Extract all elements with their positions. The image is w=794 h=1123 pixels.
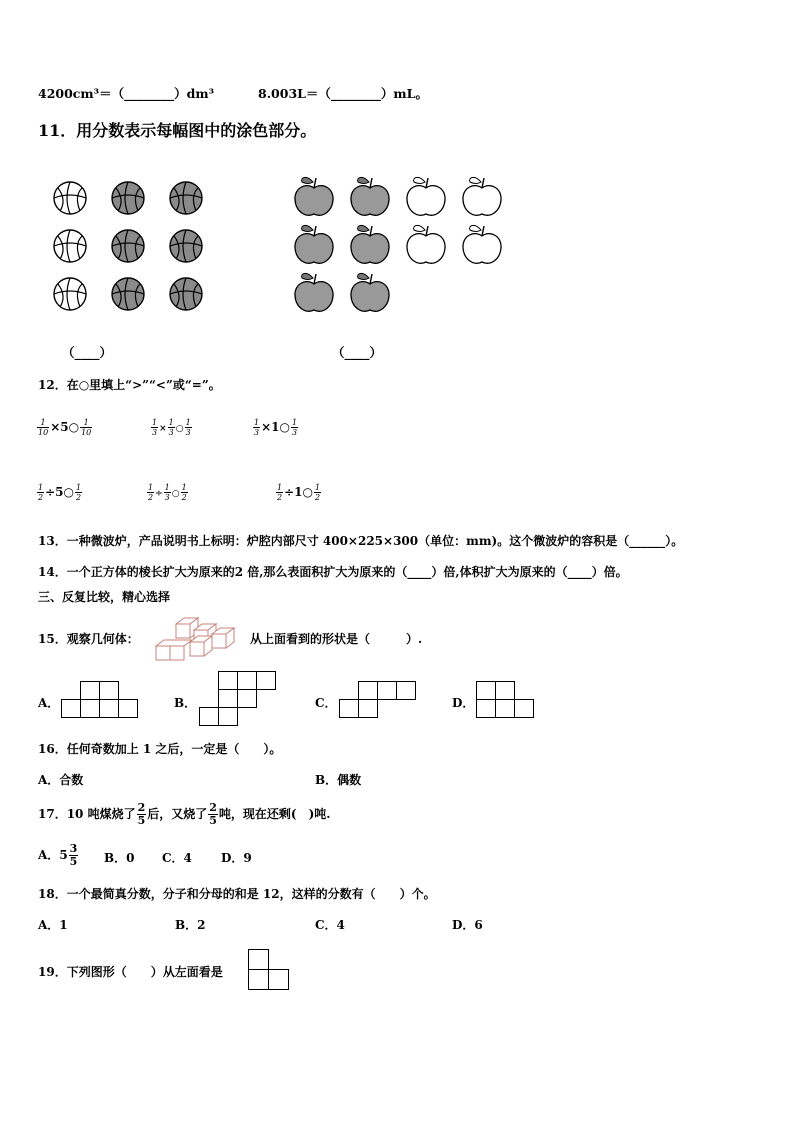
apple-icon: [463, 225, 501, 263]
basketball-shaded-icon: [112, 278, 144, 310]
basketball-icon: [54, 182, 86, 214]
q15-option-a-figure: [61, 681, 139, 719]
q13: 13．一种微波炉，产品说明书上标明：炉腔内部尺寸 400×225×300（单位：mm)。这个微波炉的容积是（______）。: [38, 534, 684, 548]
basketball-shaded-icon: [170, 182, 202, 214]
basketball-shaded-icon: [112, 230, 144, 262]
q12-expr-6: $\frac{1}{2}$ ÷1○ $\frac{1}{2}$: [277, 483, 321, 502]
q11-title: 11．用分数表示每幅图中的涂色部分。: [38, 121, 317, 140]
q16-option-a[interactable]: A．合数: [38, 773, 84, 787]
section-3-title: 三、反复比较，精心选择: [38, 590, 171, 604]
q12-expr-1: $\frac{1}{10}$ ×5○ $\frac{1}{10}$: [38, 418, 92, 437]
q12-expr-5: $\frac{1}{2}$ ÷ $\frac{1}{3}$ ○ $\frac{1}{2}$: [148, 483, 187, 502]
apple-icon: [463, 177, 501, 215]
q12-expr-4: $\frac{1}{2}$ ÷5○ $\frac{1}{2}$: [38, 483, 82, 502]
basketball-icon: [54, 230, 86, 262]
apple-shaded-icon: [295, 177, 333, 215]
q18-option-c[interactable]: C．4: [315, 918, 345, 932]
q17-option-d[interactable]: D．9: [221, 851, 252, 865]
q10-left: 4200cm³＝（________）dm³: [38, 86, 215, 101]
apple-grid: [290, 172, 510, 322]
apple-icon: [407, 225, 445, 263]
q15-option-d-figure: [476, 681, 538, 719]
basketball-shaded-icon: [112, 182, 144, 214]
apple-shaded-icon: [351, 177, 389, 215]
q18-option-a[interactable]: A．1: [38, 918, 68, 932]
q16-option-b[interactable]: B．偶数: [315, 773, 362, 787]
apple-shaded-icon: [351, 225, 389, 263]
apple-icon: [407, 177, 445, 215]
q14: 14．一个正方体的棱长扩大为原来的2 倍,那么表面积扩大为原来的（____）倍,体积扩大为原来的（____）倍。: [38, 565, 628, 579]
q17-title: 17．10 吨煤烧了 $\frac{2}{5}$ 后，又烧了 $\frac{2}{5}$ 吨，现在还剩( )吨.: [38, 801, 331, 827]
q19-left-view-figure: [248, 949, 292, 993]
q10-right: 8.003L＝（________）mL。: [258, 86, 428, 101]
q18-title: 18．一个最简真分数，分子和分母的和是 12，这样的分数有（ ）个。: [38, 887, 436, 901]
q17-option-a[interactable]: A．5 $\frac{3}{5}$: [38, 842, 78, 868]
q18-option-b[interactable]: B．2: [175, 918, 206, 932]
q15-solid-figure: [154, 612, 244, 664]
q11-blank-left[interactable]: （____）: [62, 345, 113, 360]
q15-option-c-figure: [339, 681, 419, 719]
q15-prefix: 15．观察几何体：: [38, 632, 139, 646]
basketball-shaded-icon: [170, 230, 202, 262]
q12-title: 12．在○里填上“>”“<”或“=”。: [38, 378, 221, 392]
apple-shaded-icon: [351, 273, 389, 311]
apple-shaded-icon: [295, 225, 333, 263]
q15-option-a-label[interactable]: A．: [38, 696, 60, 710]
q11-blank-right[interactable]: （____）: [332, 345, 383, 360]
q12-expr-2: $\frac{1}{3}$ × $\frac{1}{3}$ ○ $\frac{1}{3}$: [152, 418, 191, 437]
q16-title: 16．任何奇数加上 1 之后，一定是（ ）。: [38, 742, 282, 756]
q15-option-d-label[interactable]: D．: [452, 696, 475, 710]
q15-option-b-label[interactable]: B．: [174, 696, 197, 710]
q17-option-b[interactable]: B．0: [104, 851, 135, 865]
basketball-shaded-icon: [170, 278, 202, 310]
q15-option-c-label[interactable]: C．: [315, 696, 337, 710]
q17-option-c[interactable]: C．4: [162, 851, 192, 865]
q15-option-b-figure: [199, 671, 279, 729]
q18-option-d[interactable]: D．6: [452, 918, 483, 932]
q15-suffix: 从上面看到的形状是（ ）.: [250, 632, 423, 646]
q19-title: 19．下列图形（ ）从左面看是: [38, 965, 223, 979]
basketball-icon: [54, 278, 86, 310]
q12-expr-3: $\frac{1}{3}$ ×1○ $\frac{1}{3}$: [254, 418, 298, 437]
apple-shaded-icon: [295, 273, 333, 311]
basketball-grid: [50, 178, 210, 313]
